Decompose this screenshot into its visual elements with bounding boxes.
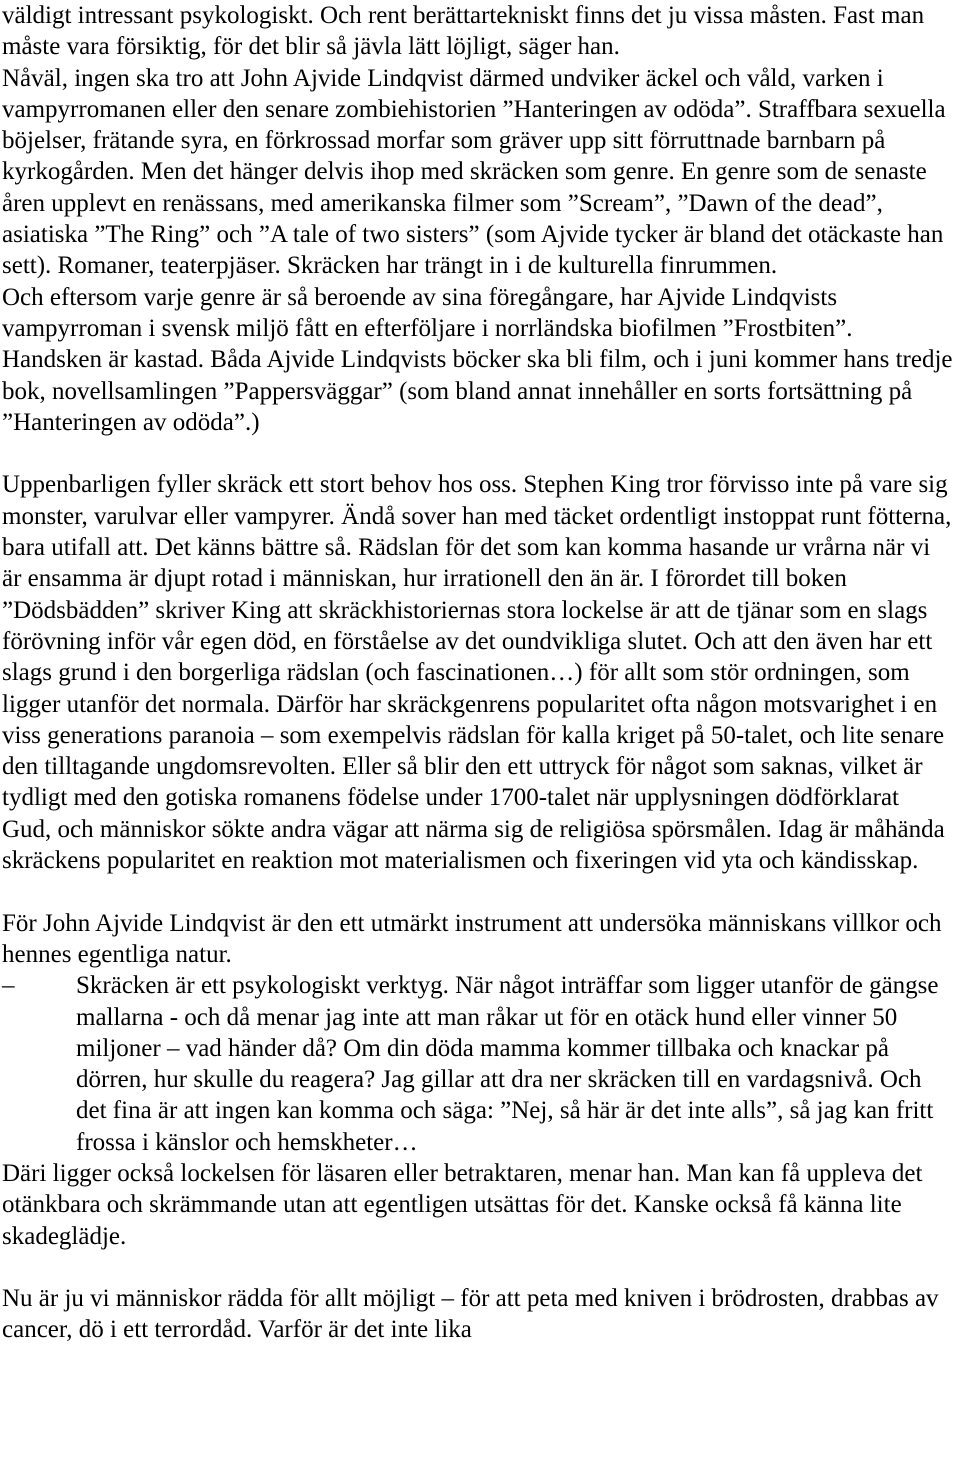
paragraph-opening: väldigt intressant psykologiskt. Och rent berättartekniskt finns det ju vissa måsten. Fast man måste vara försiktig, för det blir så jävla lätt löjligt, säger han. xyxy=(2,2,925,61)
paragraph-spacer xyxy=(2,1252,954,1283)
quote-text: Skräcken är ett psykologiskt verktyg. När något inträffar som ligger utanför de gängse mallarna - och då menar jag inte att man råkar ut för en otäck hund eller vinner 50 miljoner – vad händer då? Om din döda mamma kommer tillbaka och knackar på dörren, hur skulle du reagera? Jag gillar att dra ner skräcken till en vardagsnivå. Och det fina är att ingen kan komma och säga: ”Nej, så här är det inte alls”, så jag kan fritt frossa i känslor och hemskheter… xyxy=(76,972,939,1156)
paragraph-stephen-king: Uppenbarligen fyller skräck ett stort behov hos oss. Stephen King tror förvisso inte på vare sig monster, varulvar eller vampyrer. Ändå sover han med täcket ordentligt instoppat runt fötterna, bara utifall att. Det känns bättre så. Rädslan för det som kan komma hasande ur vrårna när vi är ensamma är djupt rotad i människan, hur irrationell den än är. I förordet till boken ”Dödsbädden” skriver King att skräckhistoriernas stora lockelse är att de tjänar som en slags förövning inför vår egen död, en förståelse av det oundvikliga slutet. Och att den även har ett slags grund i den borgerliga rädslan (och fascinationen…) för allt som stör ordningen, som ligger utanför det normala. Därför har skräckgenrens popularitet ofta någon motsvarighet i en viss generations paranoia – som exempelvis rädslan för kalla kriget på 50-talet, och lite senare den tilltagande ungdomsrevolten. Eller så blir den ett uttryck för något som saknas, vilket är tydligt med den gotiska romanens födelse under 1700-talet när upplysningen dödförklarat Gud, och människor sökte andra vägar att närma sig de religiösa spörsmålen. Idag är måhända skräckens popularitet en reaktion mot materialismen och fixeringen vid yta och kändisskap. xyxy=(2,471,952,875)
paragraph-fears: Nu är ju vi människor rädda för allt möjligt – för att peta med kniven i brödrosten, drabbas av cancer, dö i ett terrordåd. Varför är det inte lika xyxy=(2,1285,939,1344)
paragraph-violence: Nåväl, ingen ska tro att John Ajvide Lindqvist därmed undviker äckel och våld, varken i vampyrromanen eller den senare zombiehistorien ”Hanteringen av odöda”. Straffbara sexuella böjelser, frätande syra, en förkrossad morfar som gräver upp sitt förruttnade barnbarn på kyrkogården. Men det hänger delvis ihop med skräcken som genre. En genre som de senaste åren upplevt en renässans, med amerikanska filmer som ”Scream”, ”Dawn of the dead”, asiatiska ”The Ring” och ”A tale of two sisters” (som Ajvide tycker är bland det otäckaste han sett). Romaner, teaterpjäser. Skräcken har trängt in i de kulturella finrummen. xyxy=(2,64,946,280)
paragraph-spacer xyxy=(2,876,954,907)
paragraph-lure: Däri ligger också lockelsen för läsaren eller betraktaren, menar han. Man kan få uppleva det otänkbara och skrämmande utan att egentligen utsättas för det. Kanske också få känna lite skadeglädje. xyxy=(2,1159,923,1250)
paragraph-sequel: Och eftersom varje genre är så beroende av sina föregångare, har Ajvide Lindqvists vampyrroman i svensk miljö fått en efterföljare i norrländska biofilmen ”Frostbiten”. Handsken är kastad. Båda Ajvide Lindqvists böcker ska bli film, och i juni kommer hans tredje bok, novellsamlingen ”Pappersväggar” (som bland annat innehåller en sorts fortsättning på ”Hanteringen av odöda”.) xyxy=(2,283,953,436)
quote-item xyxy=(2,970,954,1158)
quote-dash: – xyxy=(2,972,15,1000)
paragraph-spacer xyxy=(2,438,954,469)
paragraph-instrument: För John Ajvide Lindqvist är den ett utmärkt instrument att undersöka människans villkor och hennes egentliga natur. xyxy=(2,909,942,968)
